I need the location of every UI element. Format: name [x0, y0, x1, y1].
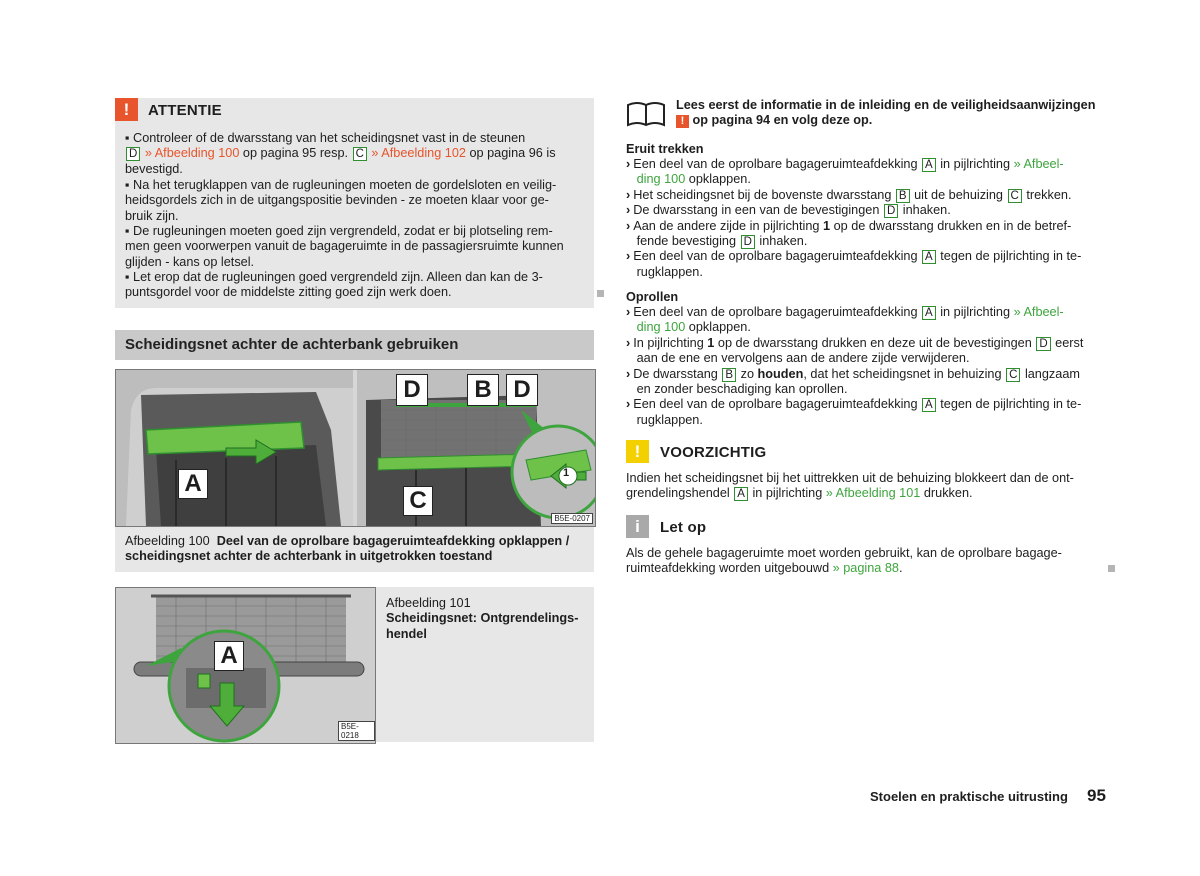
figure-code: B5E-0207 — [551, 513, 593, 524]
warning-icon: ! — [676, 115, 689, 128]
page-number: 95 — [1087, 786, 1106, 805]
safety-intro-text: Lees eerst de informatie in de inleiding en de veiligheidsaanwijzingen ! op pagina 94 en volg deze op. — [676, 98, 1096, 128]
link-afbeelding-101[interactable]: » Afbeelding 101 — [825, 486, 921, 501]
callout-c: C — [353, 147, 367, 161]
attentie-warning-box — [115, 98, 594, 308]
figure-100-image — [115, 369, 596, 527]
step-item: › Het scheidingsnet bij de bovenste dwarsstang B uit de behuizing C trekken. — [626, 187, 1072, 202]
figure-100-caption: Afbeelding 100 Deel van de oprolbare bagageruimteafdekking opklappen / scheidingsnet achter de achterbank in uitgetrokken toestand — [115, 527, 594, 572]
section-title: Scheidingsnet achter de achterbank gebruiken — [125, 336, 459, 353]
open-book-icon — [626, 101, 666, 129]
letop-title: Let op — [660, 519, 707, 536]
attentie-item-3: ▪ De rugleuningen moeten goed zijn vergrendeld, zodat er bij plotseling rem- men geen voorwerpen vanuit de bagageruimte in de passagiersruimte kunnen glijden - kans op letsel. — [125, 224, 564, 269]
callout-label-c: C — [403, 486, 433, 516]
info-icon: i — [626, 515, 649, 538]
eruit-trekken-heading: Eruit trekken — [626, 142, 704, 156]
link-afbeelding-100[interactable]: » Afbeelding 100 — [144, 146, 240, 161]
figure-101-caption: Afbeelding 101 Scheidingsnet: Ontgrendelings- hendel — [376, 587, 594, 742]
attentie-item-2: ▪ Na het terugklappen van de rugleuningen moeten de gordelsloten en veilig- heidsgordels zich in de uitgangspositie bevinden - ze moeten klaar voor ge- bruik zijn. — [125, 178, 557, 223]
link-afbeelding-100[interactable]: » Afbeel- — [1013, 157, 1064, 171]
attentie-item-4: ▪ Let erop dat de rugleuningen goed vergrendeld zijn. Alleen dan kan de 3- puntsgordel voor de middelste zitting goed zijn werk doen. — [125, 270, 543, 300]
link-pagina-88[interactable]: » pagina 88 — [832, 561, 899, 576]
callout-d: D — [126, 147, 140, 161]
voorzichtig-text: Indien het scheidingsnet bij het uittrekken uit de behuizing blokkeert dan de ont- grendelingshendel A in pijlrichting » Afbeelding 101 drukken. — [626, 471, 1074, 501]
attentie-item-1: ▪ Controleer of de dwarsstang van het scheidingsnet vast in de steunen D » Afbeelding 100 op pagina 95 resp. C » Afbeelding 102 op pagina 96 is bevestigd. — [125, 131, 556, 176]
step-item: › De dwarsstang in een van de bevestigingen D inhaken. — [626, 203, 951, 218]
figure-101-illustration — [116, 588, 375, 743]
step-item: › Een deel van de oprolbare bagageruimteafdekking A in pijlrichting » Afbeel- ding 100 opklappen. — [626, 305, 1064, 335]
warning-icon: ! — [115, 98, 138, 121]
callout-label-d-left: D — [396, 374, 428, 406]
section-header — [115, 330, 594, 360]
link-afbeelding-100[interactable]: ding 100 — [636, 320, 686, 335]
figure-101-image — [115, 587, 376, 744]
callout-label-a: A — [178, 469, 208, 499]
link-afbeelding-102[interactable]: » Afbeelding 102 — [371, 146, 466, 161]
step-item: › Een deel van de oprolbare bagageruimteafdekking A tegen de pijlrichting in te- rugklappen. — [626, 249, 1082, 279]
link-afbeelding-100[interactable]: ding 100 — [636, 172, 686, 187]
caution-icon: ! — [626, 440, 649, 463]
oprollen-heading: Oprollen — [626, 290, 679, 304]
letop-text: Als de gehele bagageruimte moet worden gebruikt, kan de oprolbare bagage- ruimteafdekking worden uitgebouwd » pagina 88. — [626, 546, 1062, 576]
step-item: › De dwarsstang B zo houden, dat het scheidingsnet in behuizing C langzaam en zonder beschadiging kan oprollen. — [626, 366, 1080, 397]
callout-label-a: A — [214, 641, 244, 671]
callout-label-b: B — [467, 374, 499, 406]
step-item: › In pijlrichting 1 op de dwarsstang drukken en deze uit de bevestigingen D eerst aan de ene en vervolgens aan de andere zijde verwijderen. — [626, 335, 1084, 366]
step-item: › Een deel van de oprolbare bagageruimteafdekking A tegen de pijlrichting in te- rugklappen. — [626, 397, 1082, 427]
figure-code: B5E-0218 — [338, 721, 375, 741]
voorzichtig-title: VOORZICHTIG — [660, 444, 767, 461]
oprollen-steps — [626, 305, 1111, 428]
callout-label-d-right: D — [506, 374, 538, 406]
chapter-title: Stoelen en praktische uitrusting — [870, 789, 1068, 804]
step-item: › Aan de andere zijde in pijlrichting 1 op de dwarsstang drukken en in de betref- fende bevestiging D inhaken. — [626, 218, 1072, 249]
step-item: › Een deel van de oprolbare bagageruimteafdekking A in pijlrichting » Afbeel- ding 100 opklappen. — [626, 157, 1064, 187]
section-end-mark — [1108, 565, 1115, 572]
eruit-trekken-steps — [626, 157, 1111, 280]
attentie-title: ATTENTIE — [148, 102, 222, 119]
section-end-mark — [597, 290, 604, 297]
arrow-direction-label-1: 1 — [563, 467, 570, 479]
link-afbeelding-100[interactable]: » Afbeel- — [1013, 305, 1064, 319]
